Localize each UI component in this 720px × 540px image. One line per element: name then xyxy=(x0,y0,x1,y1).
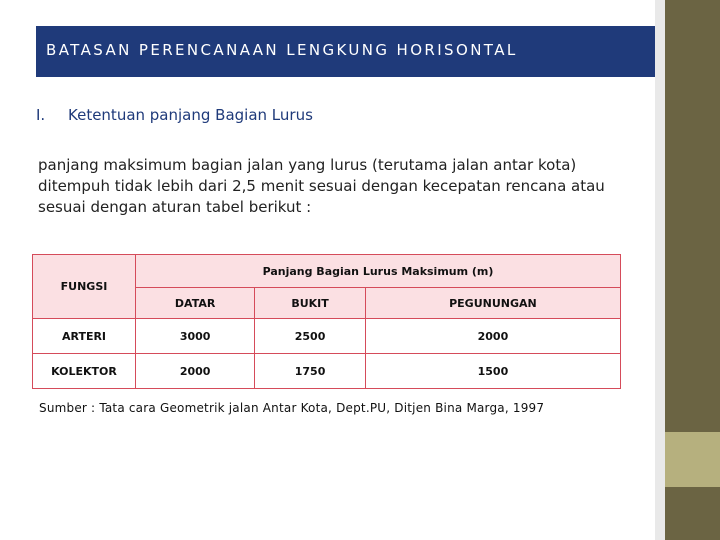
title-bar xyxy=(36,26,655,77)
side-divider xyxy=(655,0,665,540)
slide-title: BATASAN PERENCANAAN LENGKUNG HORISONTAL xyxy=(46,41,518,59)
table-row xyxy=(33,354,621,389)
col-header-datar: DATAR xyxy=(136,288,255,319)
table-cell: 2500 xyxy=(255,319,366,354)
row-label: KOLEKTOR xyxy=(33,354,136,389)
header-group: Panjang Bagian Lurus Maksimum (m) xyxy=(136,255,621,288)
table-row xyxy=(33,319,621,354)
table-cell: 1500 xyxy=(365,354,620,389)
table-cell: 1750 xyxy=(255,354,366,389)
col-header-pegunungan: PEGUNUNGAN xyxy=(365,288,620,319)
section-heading xyxy=(36,106,313,124)
body-paragraph: panjang maksimum bagian jalan yang lurus (terutama jalan antar kota) ditempuh tidak lebih dari 2,5 menit sesuai dengan kecepatan rencana atau sesuai dengan aturan tabel berikut : xyxy=(38,156,605,216)
side-band-accent xyxy=(665,432,720,487)
side-band-top xyxy=(665,0,720,432)
row-label: ARTERI xyxy=(33,319,136,354)
section-title: Ketentuan panjang Bagian Lurus xyxy=(68,106,313,124)
source-citation: Sumber : Tata cara Geometrik jalan Antar Kota, Dept.PU, Ditjen Bina Marga, 1997 xyxy=(39,401,545,415)
header-fungsi: FUNGSI xyxy=(33,255,136,319)
side-band-bottom xyxy=(665,487,720,540)
section-number: I. xyxy=(36,106,46,124)
length-table xyxy=(32,254,621,389)
table-cell: 2000 xyxy=(136,354,255,389)
col-header-bukit: BUKIT xyxy=(255,288,366,319)
table-cell: 2000 xyxy=(365,319,620,354)
table-cell: 3000 xyxy=(136,319,255,354)
